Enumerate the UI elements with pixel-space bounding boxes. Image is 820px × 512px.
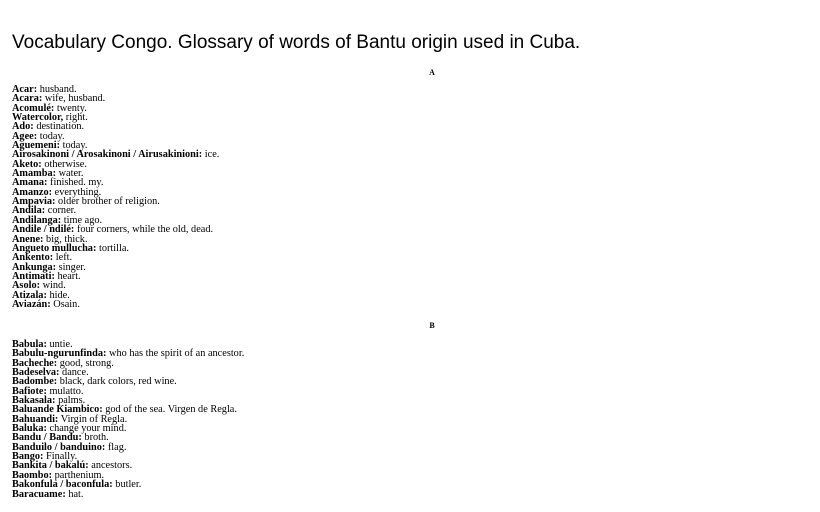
entry-term: Bahuandi:: [12, 413, 59, 425]
entry-definition: ancestors.: [88, 460, 133, 472]
entry-term: Agee:: [12, 130, 38, 142]
entry-definition: wind.: [40, 280, 66, 292]
entry-term: Bakasala:: [12, 395, 56, 407]
entry-term: Aviazán:: [12, 298, 51, 310]
entry-term: Amanzo:: [12, 186, 53, 198]
entry-definition: hat.: [65, 488, 84, 500]
entry-definition: twenty.: [54, 102, 87, 114]
entry-term: Antimati:: [12, 270, 55, 282]
page-title: Vocabulary Congo. Glossary of words of Bantu origin used in Cuba.: [12, 32, 581, 53]
entry-definition: dance.: [59, 367, 89, 379]
entry-definition: who has the spirit of an ancestor.: [106, 348, 245, 360]
entry-term: Acomulé:: [12, 102, 55, 114]
entry-definition: big, thick.: [43, 233, 88, 245]
entry-term: Baracuame:: [12, 488, 66, 500]
entry-term: Amana:: [12, 177, 48, 189]
entry-term: Bandu / Bandu:: [12, 432, 82, 444]
glossary-entry: [12, 300, 219, 309]
entry-term: Aketo:: [12, 158, 42, 170]
entry-definition: Osain.: [50, 298, 80, 310]
entry-term: Badeselva:: [12, 367, 60, 379]
section-heading-b: B: [429, 321, 435, 330]
section-heading-a: A: [429, 68, 435, 77]
entry-term: Anene:: [12, 233, 44, 245]
entry-definition: corner.: [45, 205, 77, 217]
glossary-list-a: [12, 85, 219, 309]
entry-definition: heart.: [54, 270, 81, 282]
entry-definition: everything.: [52, 186, 102, 198]
entry-term: Bacheche:: [12, 357, 58, 369]
entry-term: Andile / ndilé:: [12, 224, 75, 236]
entry-definition: ice.: [202, 149, 220, 161]
entry-term: Badombe:: [12, 376, 58, 388]
entry-definition: right.: [63, 112, 88, 124]
entry-term: Ankunga:: [12, 261, 57, 273]
glossary-list-b: [12, 340, 244, 499]
entry-term: Ado:: [12, 121, 34, 133]
entry-term: Ankento:: [12, 252, 54, 264]
entry-term: Andilanga:: [12, 214, 62, 226]
entry-definition: wife, husband.: [42, 93, 106, 105]
entry-term: Babula:: [12, 339, 47, 350]
entry-definition: today.: [37, 130, 65, 142]
entry-definition: god of the sea. Virgen de Regla.: [102, 404, 237, 416]
entry-term: Watercolor,: [12, 112, 64, 124]
entry-definition: parthenium.: [52, 469, 105, 481]
entry-definition: Finally.: [43, 451, 78, 463]
entry-term: Atizala:: [12, 289, 47, 301]
entry-definition: flag.: [105, 441, 127, 453]
entry-definition: time ago.: [61, 214, 103, 226]
entry-definition: palms.: [55, 395, 86, 407]
entry-term: Aguemeni:: [12, 140, 61, 152]
entry-definition: water.: [56, 168, 84, 180]
entry-definition: destination.: [33, 121, 85, 133]
entry-term: Bankita / bakalú:: [12, 460, 89, 472]
entry-term: Baluka:: [12, 423, 47, 435]
entry-definition: untie.: [46, 339, 73, 350]
entry-term: Baombo:: [12, 469, 53, 481]
entry-term: Bafiote:: [12, 385, 47, 397]
entry-definition: hide.: [46, 289, 70, 301]
entry-definition: good, strong.: [57, 357, 114, 369]
entry-definition: singer.: [56, 261, 86, 273]
entry-term: Acar:: [12, 84, 38, 95]
entry-definition: mulatto.: [46, 385, 84, 397]
entry-term: Airosakinoni / Arosakinoni / Airusakinioni:: [12, 149, 203, 161]
entry-term: Baluande Kiambico:: [12, 404, 103, 416]
entry-term: Andila:: [12, 205, 46, 217]
entry-definition: black, dark colors, red wine.: [57, 376, 177, 388]
entry-definition: today.: [60, 140, 88, 152]
entry-definition: tortilla.: [96, 242, 129, 254]
entry-term: Angueto mullucha:: [12, 242, 97, 254]
entry-definition: broth.: [81, 432, 109, 444]
entry-definition: butler.: [112, 479, 142, 491]
entry-definition: finished. my.: [47, 177, 104, 189]
entry-term: Bakonfula / baconfula:: [12, 479, 113, 491]
entry-term: Amamba:: [12, 168, 57, 180]
entry-definition: Virgin of Regla.: [58, 413, 128, 425]
entry-definition: left.: [53, 252, 73, 264]
entry-definition: four corners, while the old, dead.: [74, 224, 214, 236]
entry-term: Bango:: [12, 451, 44, 463]
entry-term: Asolo:: [12, 280, 41, 292]
entry-term: Ampavia:: [12, 196, 56, 208]
entry-term: Banduilo / banduino:: [12, 441, 106, 453]
entry-definition: older brother of religion.: [55, 196, 160, 208]
entry-definition: otherwise.: [41, 158, 87, 170]
glossary-entry: [12, 490, 244, 499]
entry-definition: husband.: [37, 84, 77, 95]
entry-term: Acara:: [12, 93, 43, 105]
entry-term: Babulu-ngurunfinda:: [12, 348, 107, 360]
entry-definition: change your mind.: [46, 423, 127, 435]
